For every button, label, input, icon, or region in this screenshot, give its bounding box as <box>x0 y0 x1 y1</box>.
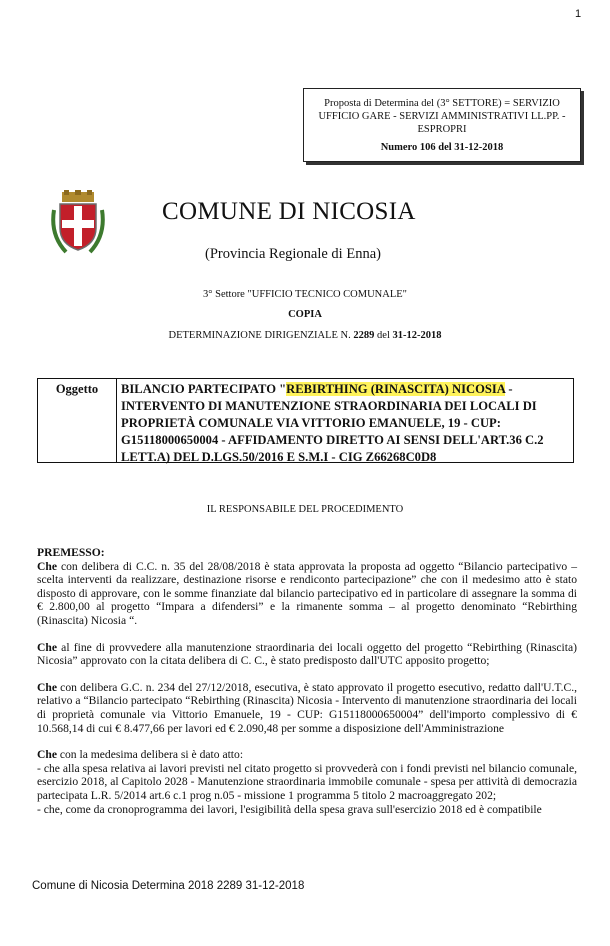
paragraph <box>37 748 577 762</box>
oggetto-highlight: REBIRTHING (RINASCITA) NICOSIA <box>286 382 506 396</box>
che-label: Che <box>37 680 57 694</box>
paragraph <box>37 560 577 628</box>
responsabile-heading: IL RESPONSABILE DEL PROCEDIMENTO <box>206 504 404 515</box>
paragraph <box>37 681 577 735</box>
page-number: 1 <box>575 8 582 20</box>
document-body <box>37 546 577 816</box>
coat-of-arms-icon <box>50 190 106 256</box>
oggetto-label: Oggetto <box>38 379 117 462</box>
determinazione-prefix: DETERMINAZIONE DIRIGENZIALE N. <box>168 330 351 341</box>
oggetto-text-before: BILANCIO PARTECIPATO " <box>121 382 287 396</box>
proposta-line: UFFICIO GARE - SERVIZI AMMINISTRATIVI LL.PP. - <box>318 111 566 122</box>
paragraph-text: con delibera di C.C. n. 35 del 28/08/2018 è stata approvata la proposta ad oggetto “Bilancio partecipativo – scelta interventi da realizzare, destinazione risorse e rendiconto partecipazione” che con il medesimo atto è stato disposto di approvare, con le somme finanziate dal bilancio partecipativo ed in particolare di assegnare la somma di € 2.800,00 al progetto “Impara a difendersi” e la rimanente somma – al progetto denominato “Rebirthing (Rinascita) Nicosia “. <box>37 559 577 627</box>
che-label: Che <box>37 640 57 654</box>
list-item: - che, come da cronoprogramma dei lavori, l'esigibilità della spesa grava sull'esercizio 2018 ed è compatibile <box>37 802 542 816</box>
determinazione-del: del <box>377 330 390 341</box>
proposta-numero: Numero 106 del 31-12-2018 <box>380 142 504 153</box>
determinazione-line <box>0 330 610 341</box>
oggetto-text-after: - INTERVENTO DI MANUTENZIONE STRAORDINARIA DEI LOCALI DI PROPRIETÀ COMUNALE VIA VITTORIO EMANUELE, 19 - CUP: G15118000650004 - AFFIDAMENTO DIRETTO AI SENSI DELL'ART.36 C.2 LETT.A) DEL D.LGS.50/2016 E S.M.I - CIG Z66268C0D8 <box>121 382 544 464</box>
oggetto-table <box>37 378 574 463</box>
copia-label: COPIA <box>288 309 322 320</box>
proposta-line: Proposta di Determina del (3° SETTORE) = SERVIZIO <box>324 98 560 109</box>
footer: Comune di Nicosia Determina 2018 2289 31-12-2018 <box>32 880 305 892</box>
proposta-line: ESPROPRI <box>417 124 467 135</box>
paragraph <box>37 641 577 668</box>
page-title: COMUNE DI NICOSIA <box>162 198 416 225</box>
che-label: Che <box>37 748 57 762</box>
determinazione-number: 2289 <box>353 330 375 341</box>
provincia: (Provincia Regionale di Enna) <box>205 246 381 262</box>
che-label: Che <box>37 559 57 573</box>
premesso-heading: PREMESSO: <box>37 546 105 559</box>
paragraph-text: con la medesima delibera si è dato atto: <box>56 748 244 762</box>
paragraph-text: con delibera G.C. n. 234 del 27/12/2018, esecutiva, è stato approvato il progetto esecutivo, redatto dall'U.T.C., relativo a “Bilancio partecipato “Rebirthing (Rinascita) Nicosia - Intervento di manutenzione straordinaria dei locali di proprietà comunale via Vittorio Emanuele, 19 - CUP: G15118000650004” dell'importo complessivo di € 10.568,14 di cui € 8.477,66 per lavori ed € 2.090,48 per somme a disposizione dell'Amministrazione <box>37 680 577 735</box>
oggetto-text <box>117 379 573 462</box>
paragraph-text: al fine di provvedere alla manutenzione straordinaria dei locali oggetto del progetto “Rebirthing (Rinascita) Nicosia” approvato con la citata delibera di C. C., è stato predisposto dall'UTC apposito progetto; <box>37 640 577 668</box>
settore: 3° Settore "UFFICIO TECNICO COMUNALE" <box>203 289 407 300</box>
list-item: - che alla spesa relativa ai lavori previsti nel citato progetto si provvederà con i fondi previsti nel bilancio comunale, esercizio 2018, al Capitolo 2028 - Manutenzione straordinaria immobile comunale - spesa per attività di democrazia partecipata L.R. 5/2014 art.6 c.1 prog n.05 - missione 1 programma 5 titolo 2 macroaggregato 202; <box>37 761 577 802</box>
determinazione-date: 31-12-2018 <box>392 330 442 341</box>
proposta-box <box>303 88 581 162</box>
